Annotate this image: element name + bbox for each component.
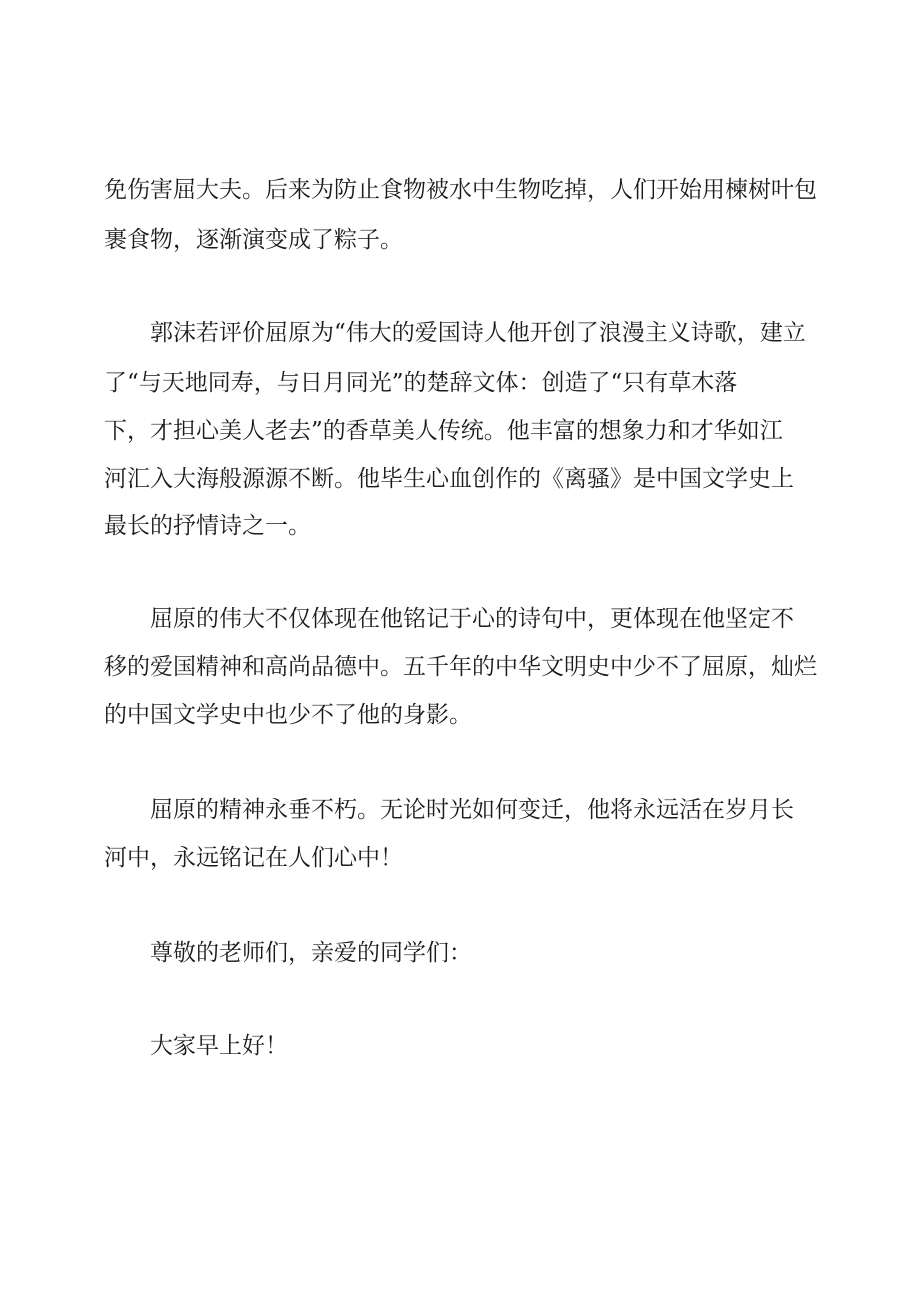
paragraph-2-line-5: 最长的抒情诗之一。 (104, 513, 311, 539)
paragraph-2-line-3: 下，才担心美人老去”的香草美人传统。他丰富的想象力和才华如江 (104, 418, 783, 444)
salutation-line: 尊敬的老师们，亲爱的同学们： (150, 940, 472, 966)
paragraph-4-line-1: 屈原的精神永垂不朽。无论时光如何变迁，他将永远活在岁月长 (150, 797, 794, 823)
paragraph-3-line-2: 移的爱国精神和高尚品德中。五千年的中华文明史中少不了屈原，灿烂 (104, 654, 817, 680)
paragraph-1-line-1: 免伤害屈大夫。后来为防止食物被水中生物吃掉，人们开始用楝树叶包 (104, 177, 817, 203)
paragraph-3-line-1: 屈原的伟大不仅体现在他铭记于心的诗句中，更体现在他坚定不 (150, 606, 794, 632)
paragraph-1-line-2: 裹食物，逐渐演变成了粽子。 (104, 227, 403, 253)
greeting-line: 大家早上好！ (150, 1033, 288, 1059)
paragraph-2-line-4: 河汇入大海般源源不断。他毕生心血创作的《离骚》是中国文学史上 (104, 466, 794, 492)
paragraph-3-line-3: 的中国文学史中也少不了他的身影。 (104, 702, 472, 728)
paragraph-4-line-2: 河中，永远铭记在人们心中！ (104, 845, 403, 871)
paragraph-2-line-2: 了“与天地同寿，与日月同光”的楚辞文体：创造了“只有草木落 (104, 370, 738, 396)
paragraph-2-line-1: 郭沫若评价屈原为“伟大的爱国诗人他开创了浪漫主义诗歌，建立 (150, 320, 806, 346)
